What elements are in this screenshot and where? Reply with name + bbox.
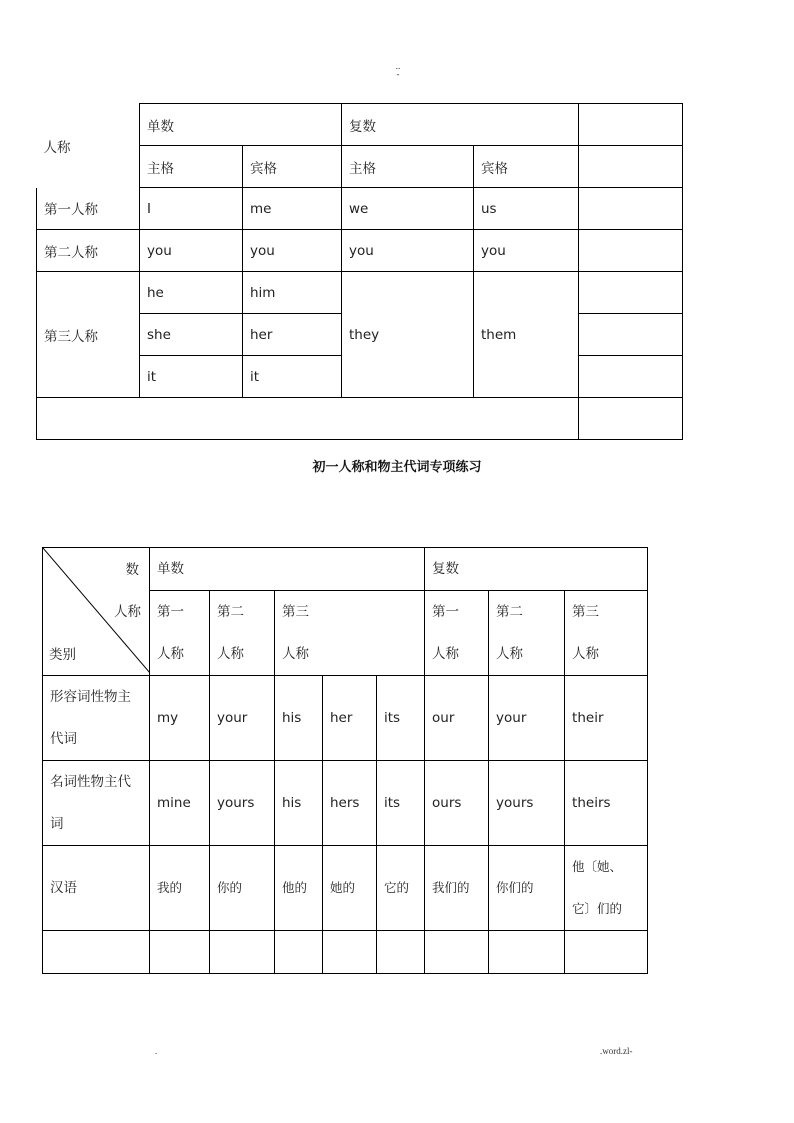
singular-header: 单数 xyxy=(150,548,425,591)
cell: you xyxy=(243,230,342,272)
cell: you xyxy=(140,230,243,272)
cell: theirs xyxy=(565,761,648,846)
empty-cell xyxy=(323,931,377,974)
plural-header: 复数 xyxy=(425,548,648,591)
cell: 你的 xyxy=(210,846,275,931)
empty-cell xyxy=(275,931,323,974)
person-header: 第二 人称 xyxy=(489,591,565,676)
empty-cell xyxy=(210,931,275,974)
cell: she xyxy=(140,314,243,356)
cell: your xyxy=(210,676,275,761)
footer-url: .word.zl- xyxy=(600,1046,633,1056)
cell: 他的 xyxy=(275,846,323,931)
cell: us xyxy=(474,188,579,230)
empty-cell xyxy=(43,931,150,974)
cell: him xyxy=(243,272,342,314)
empty-cell xyxy=(579,104,683,146)
cell: hers xyxy=(323,761,377,846)
row-label: 汉语 xyxy=(43,846,150,931)
empty-cell xyxy=(489,931,565,974)
corner-person-label: 人称 xyxy=(114,604,141,620)
singular-object-header: 宾格 xyxy=(243,146,342,188)
cell: them xyxy=(474,272,579,398)
cell: 他〔她、它〕们的 xyxy=(565,846,648,931)
person-header: 人称 xyxy=(43,139,71,156)
singular-subject-header: 主格 xyxy=(140,146,243,188)
page-title: 初一人称和物主代词专项练习 xyxy=(312,460,482,475)
possessive-pronoun-table xyxy=(42,547,648,974)
cell: it xyxy=(140,356,243,398)
table-row xyxy=(37,188,683,230)
table-row xyxy=(43,931,648,974)
plural-header: 复数 xyxy=(342,104,579,146)
cell: yours xyxy=(210,761,275,846)
row-label: 第二人称 xyxy=(37,230,140,272)
empty-cell xyxy=(425,931,489,974)
empty-cell xyxy=(579,356,683,398)
cell: our xyxy=(425,676,489,761)
person-header: 第一 人称 xyxy=(150,591,210,676)
cell: your xyxy=(489,676,565,761)
cell: 我的 xyxy=(150,846,210,931)
cell: her xyxy=(323,676,377,761)
row-label: 第三人称 xyxy=(37,272,140,398)
cell: his xyxy=(275,676,323,761)
corner-number-label: 数 xyxy=(125,562,139,578)
corner-category-label: 类别 xyxy=(49,647,76,663)
empty-cell xyxy=(579,398,683,440)
cell: 我们的 xyxy=(425,846,489,931)
plural-subject-header: 主格 xyxy=(342,146,474,188)
table-row xyxy=(37,398,683,440)
empty-cell xyxy=(579,188,683,230)
table-row xyxy=(37,272,683,314)
singular-header: 单数 xyxy=(140,104,342,146)
header-mark: .. - xyxy=(395,61,401,79)
person-header: 第三 人称 xyxy=(275,591,425,676)
corner-cell xyxy=(43,548,150,676)
plural-object-header: 宾格 xyxy=(474,146,579,188)
cell: he xyxy=(140,272,243,314)
cell: they xyxy=(342,272,474,398)
row-label: 名词性物主代 词 xyxy=(43,761,150,846)
footer-left-mark: . xyxy=(155,1046,158,1056)
empty-cell xyxy=(150,931,210,974)
cell: me xyxy=(243,188,342,230)
table-row xyxy=(37,230,683,272)
cell: my xyxy=(150,676,210,761)
empty-cell xyxy=(565,931,648,974)
table-row xyxy=(43,761,648,846)
empty-cell xyxy=(579,146,683,188)
cell: her xyxy=(243,314,342,356)
person-header: 第一 人称 xyxy=(425,591,489,676)
cell: you xyxy=(342,230,474,272)
cell: his xyxy=(275,761,323,846)
cell: you xyxy=(474,230,579,272)
empty-cell xyxy=(377,931,425,974)
cell: I xyxy=(140,188,243,230)
cell: we xyxy=(342,188,474,230)
person-header: 第三 人称 xyxy=(565,591,648,676)
table-row xyxy=(43,846,648,931)
cell: ours xyxy=(425,761,489,846)
table-row xyxy=(43,676,648,761)
cell: their xyxy=(565,676,648,761)
empty-cell xyxy=(37,398,579,440)
cell: 你们的 xyxy=(489,846,565,931)
cell: its xyxy=(377,761,425,846)
empty-cell xyxy=(579,230,683,272)
cell: mine xyxy=(150,761,210,846)
cell: 它的 xyxy=(377,846,425,931)
person-header: 第二 人称 xyxy=(210,591,275,676)
cell: its xyxy=(377,676,425,761)
cell: it xyxy=(243,356,342,398)
empty-cell xyxy=(579,272,683,314)
row-label: 形容词性物主 代词 xyxy=(43,676,150,761)
personal-pronoun-table xyxy=(36,103,683,440)
cell: 她的 xyxy=(323,846,377,931)
row-label: 第一人称 xyxy=(37,188,140,230)
empty-cell xyxy=(579,314,683,356)
cell: yours xyxy=(489,761,565,846)
